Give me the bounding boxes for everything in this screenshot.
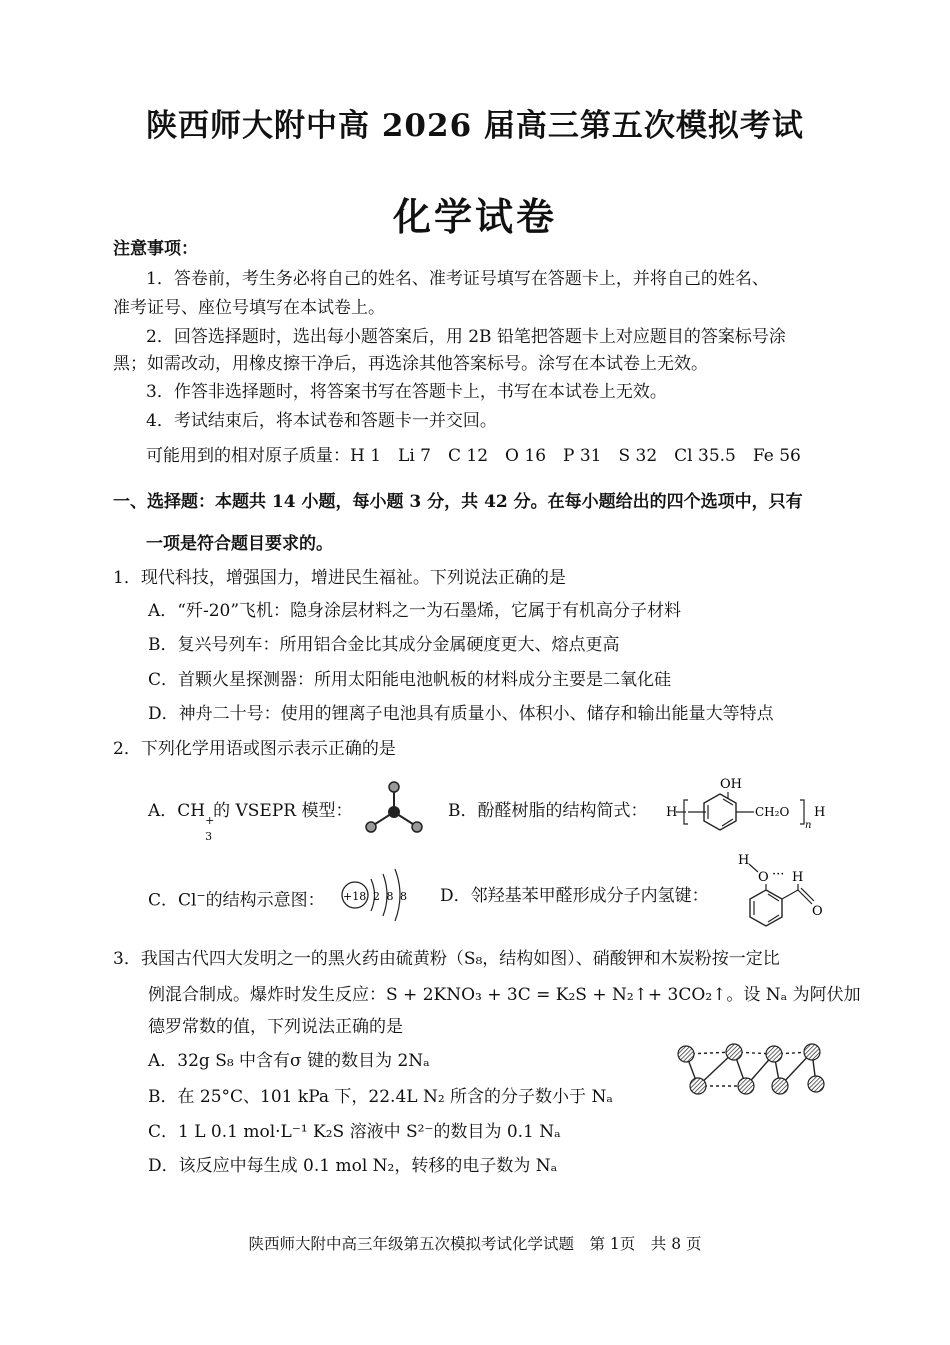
q2-option-b: B．酚醛树脂的结构简式：: [448, 801, 648, 821]
nucleus-charge-label: +18: [343, 890, 367, 903]
s8-crown-structure: [668, 1038, 840, 1100]
hydroxyl-h-label: H: [738, 853, 750, 868]
section-heading-line-1: 一、选择题：本题共 14 小题，每小题 3 分，共 42 分。在每小题给出的四个选项中，只有: [113, 492, 803, 512]
q1-option-a: A．“歼-20”飞机：隐身涂层材料之一为石墨烯，它属于有机高分子材料: [148, 601, 682, 621]
methylene-oxy-label: CH₂O: [755, 805, 790, 819]
q2-a-subscript: 3: [205, 830, 213, 843]
hydrogen-bond-dots: ···: [772, 867, 785, 882]
q2-a-prefix: A．CH: [148, 801, 206, 821]
q3-stem-line-1: 3．我国古代四大发明之一的黑火药由硫黄粉（S₈，结构如图）、硝酸钾和木炭粉按一定比: [113, 949, 780, 969]
chloride-ion-structure-diagram: [338, 864, 418, 926]
aldehyde-h-label: H: [792, 870, 804, 885]
phenolic-right-h: H: [814, 805, 826, 820]
electron-shell-counts: 2 8 8: [373, 890, 409, 903]
q1-option-b: B．复兴号列车：所用铝合金比其成分金属硬度更大、熔点更高: [148, 635, 620, 655]
atomic-mass-line: 可能用到的相对原子质量：H 1 Li 7 C 12 O 16 P 31 S 32 Cl 35.5 Fe 56: [146, 446, 801, 466]
q3-option-c: C．1 L 0.1 mol·L⁻¹ K₂S 溶液中 S²⁻的数目为 0.1 Nₐ: [148, 1122, 561, 1142]
q3-option-b: B．在 25°C、101 kPa 下，22.4L N₂ 所含的分子数小于 Nₐ: [148, 1087, 613, 1107]
subject-title: 化学试卷: [392, 194, 557, 239]
notice-line-1: 1．答卷前，考生务必将自己的姓名、准考证号填写在答题卡上，并将自己的姓名、: [146, 269, 769, 289]
q2-a-charge: +: [205, 814, 215, 827]
notice-line-2: 准考证号、座位号填写在本试卷上。: [113, 298, 385, 318]
q3-option-a: A．32g S₈ 中含有σ 键的数目为 2Nₐ: [148, 1051, 430, 1071]
q1-option-d: D．神舟二十号：使用的锂离子电池具有质量小、体积小、储存和输出能量大等特点: [148, 704, 774, 724]
o-hydroxybenzaldehyde-structure: [728, 848, 838, 938]
notice-line-6: 4．考试结束后，将本试卷和答题卡一并交回。: [146, 411, 497, 431]
q2-c-charge: −: [196, 889, 206, 902]
notice-line-4: 黑；如需改动，用橡皮擦干净后，再选涂其他答案标号。涂写在本试卷上无效。: [113, 354, 708, 374]
q3-option-d: D．该反应中每生成 0.1 mol N₂，转移的电子数为 Nₐ: [148, 1156, 558, 1176]
phenolic-resin-structure: [664, 772, 834, 842]
q2-option-a: [148, 798, 353, 843]
q1-option-c: C．首颗火星探测器：所用太阳能电池帆板的材料成分主要是二氧化硅: [148, 670, 672, 690]
q1-stem: 1．现代科技，增强国力，增进民生福祉。下列说法正确的是: [113, 568, 566, 588]
carbonyl-o-label: O: [812, 904, 823, 919]
exam-title: 陕西师大附中高 2026 届高三第五次模拟考试: [146, 108, 804, 144]
q2-option-c: [148, 883, 325, 914]
q2-stem: 2．下列化学用语或图示表示正确的是: [113, 739, 396, 759]
page-footer: 陕西师大附中高三年级第五次模拟考试化学试题 第 1页 共 8 页: [248, 1235, 702, 1253]
hydroxyl-o-label: O: [758, 870, 769, 885]
section-heading-line-2: 一项是符合题目要求的。: [146, 534, 333, 554]
vsepr-model-figure: [358, 778, 428, 840]
notice-line-5: 3．作答非选择题时，将答案书写在答题卡上，书写在本试卷上无效。: [146, 382, 667, 402]
q2-c-prefix: C．Cl: [148, 890, 197, 911]
q2-c-suffix: 的结构示意图：: [205, 890, 325, 911]
notice-heading: 注意事项：: [113, 239, 198, 259]
q3-stem-line-3: 德罗常数的值，下列说法正确的是: [148, 1017, 403, 1037]
q2-option-d: D．邻羟基苯甲醛形成分子内氢键：: [440, 886, 709, 906]
phenol-oh-label: OH: [720, 777, 742, 792]
q3-stem-line-2: 例混合制成。爆炸时发生反应：S + 2KNO₃ + 3C = K₂S + N₂↑+ 3CO₂↑。设 Nₐ 为阿伏加: [148, 985, 861, 1005]
q2-a-suffix: 的 VSEPR 模型：: [213, 801, 353, 821]
repeat-n-label: n: [805, 820, 812, 831]
notice-line-3: 2．回答选择题时，选出每小题答案后，用 2B 铅笔把答题卡上对应题目的答案标号涂: [146, 327, 786, 347]
phenolic-left-h: H: [666, 805, 678, 820]
